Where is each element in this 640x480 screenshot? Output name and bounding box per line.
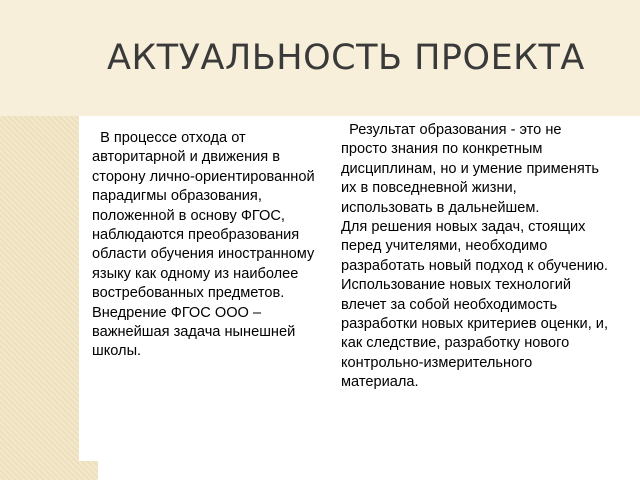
left-text-column — [92, 129, 327, 362]
right-text-column — [341, 121, 609, 393]
right-paragraph-1: Результат образования - это не просто знания по конкретным дисциплинам, но и умение применять их в повседневной жизни, использовать в дальнейшем. — [341, 122, 600, 216]
left-paragraph-1: В процессе отхода от авторитарной и движения в сторону лично-ориентированной парадигмы образования, положенной в основу ФГОС, наблюдаются преобразования области обучения иностранному языку как одному из наиболее востребованных предметов. — [92, 130, 315, 302]
left-paragraph-2: Внедрение ФГОС ООО – важнейшая задача нынешней школы. — [92, 304, 296, 360]
slide-title: АКТУАЛЬНОСТЬ ПРОЕКТА — [107, 38, 585, 78]
right-paragraph-2: Для решения новых задач, стоящих перед учителями, необходимо разработать новый подход к обучению. Использование новых технологий влечет за собой необходимость разработки новых критериев оценки, и, как следствие, разработку нового контрольно-измерительного материала. — [341, 219, 609, 391]
